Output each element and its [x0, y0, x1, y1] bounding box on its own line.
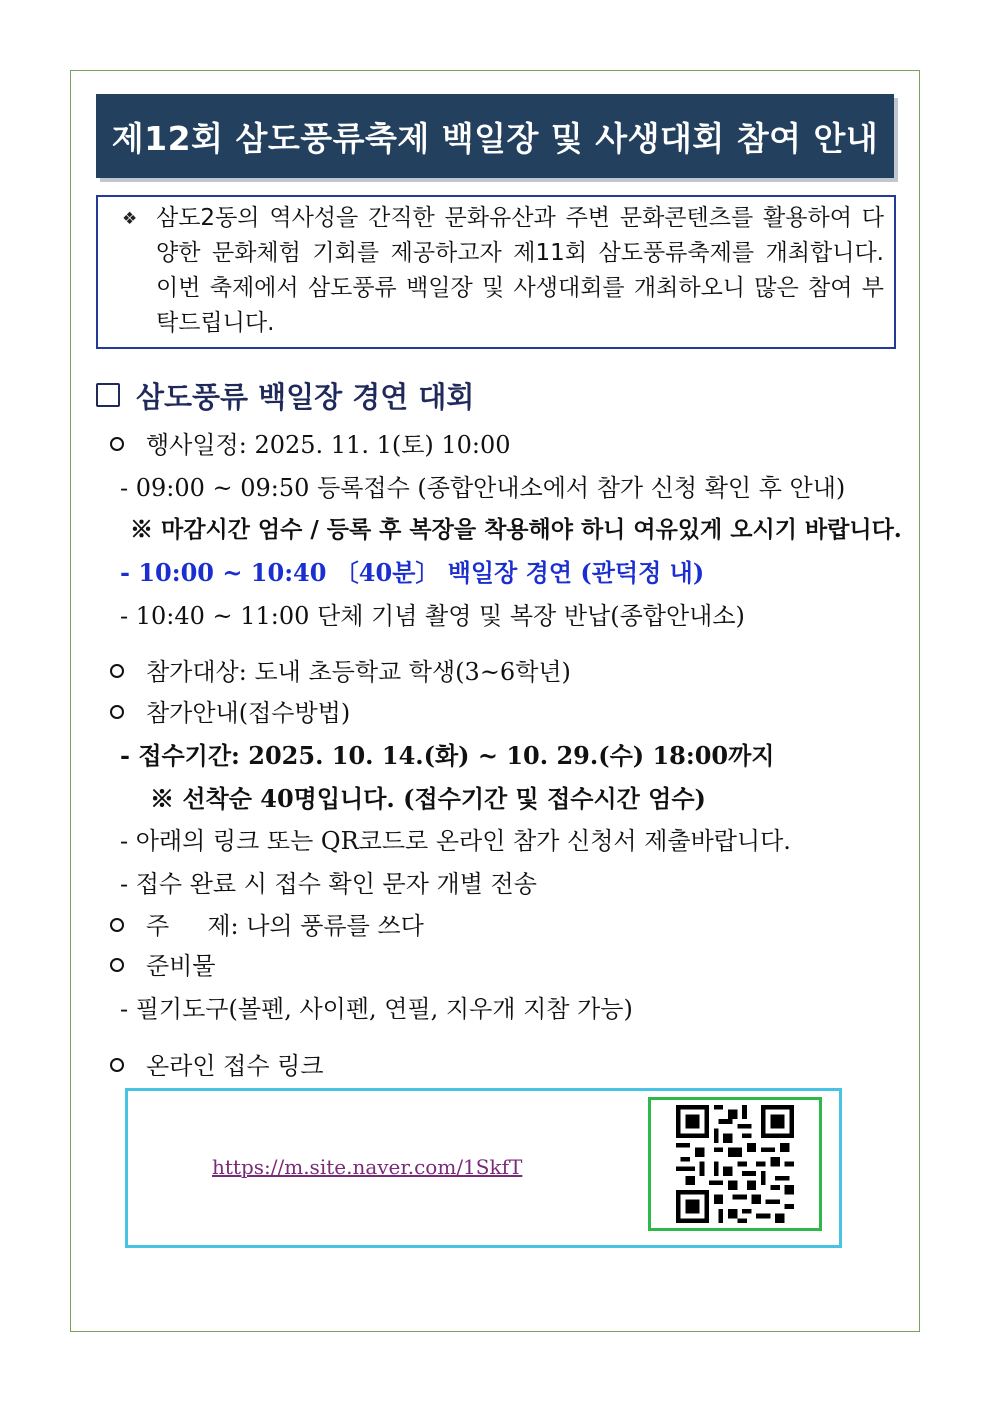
guide-line: 참가안내(접수방법)	[110, 693, 350, 728]
photo-line: - 10:40 ~ 11:00 단체 기념 촬영 및 복장 반납(종합안내소)	[120, 602, 745, 630]
qr-code-graphic	[659, 1105, 811, 1223]
circle-bullet-icon	[110, 1058, 124, 1072]
circle-bullet-icon	[110, 705, 124, 719]
circle-bullet-icon	[110, 437, 124, 451]
circle-bullet-icon	[110, 918, 124, 932]
link-note-line: - 아래의 링크 또는 QR코드로 온라인 참가 신청서 제출바랍니다.	[120, 827, 791, 855]
contest-line: - 10:00 ~ 10:40 〔40분〕 백일장 경연 (관덕정 내)	[120, 558, 705, 587]
online-line: 온라인 접수 링크	[110, 1046, 324, 1081]
page-title: 제12회 삼도풍류축제 백일장 및 사생대회 참여 안내	[111, 118, 879, 158]
period-line: - 접수기간: 2025. 10. 14.(화) ~ 10. 29.(수) 18:00까지	[120, 741, 775, 770]
section-title: 삼도풍류 백일장 경연 대회	[136, 379, 475, 414]
circle-bullet-icon	[110, 664, 124, 678]
schedule-line: 행사일정: 2025. 11. 1(토) 10:00	[110, 425, 511, 460]
checkbox-icon	[96, 383, 120, 407]
theme-line: 주 제: 나의 풍류를 쓰다	[110, 906, 424, 941]
sms-line: - 접수 완료 시 접수 확인 문자 개별 전송	[120, 870, 537, 898]
diamond-bullet-icon: ❖	[122, 209, 138, 229]
circle-bullet-icon	[110, 958, 124, 972]
intro-text: 삼도2동의 역사성을 간직한 문화유산과 주변 문화콘텐츠를 활용하여 다양한 문화체험 기회를 제공하고자 제11회 삼도풍류축제를 개최합니다. 이번 축제에서 삼도풍류 백일장 및 사생대회를 개최하오니 많은 참여 부탁드립니다.	[156, 205, 884, 336]
supplies-line: 준비물	[110, 946, 216, 981]
tools-line: - 필기도구(볼펜, 사이펜, 연필, 지우개 지참 가능)	[120, 995, 633, 1023]
first-come-line: ※ 선착순 40명입니다. (접수기간 및 접수시간 엄수)	[150, 784, 706, 813]
title-banner	[96, 94, 894, 178]
target-line: 참가대상: 도내 초등학교 학생(3~6학년)	[110, 652, 571, 687]
signup-box	[125, 1088, 842, 1248]
qr-code-icon[interactable]	[648, 1097, 822, 1231]
signup-link[interactable]: https://m.site.naver.com/1SkfT	[212, 1155, 523, 1179]
registration-line: - 09:00 ~ 09:50 등록접수 (종합안내소에서 참가 신청 확인 후 안내)	[120, 474, 846, 502]
section-heading	[96, 374, 474, 416]
notice-line: ※ 마감시간 엄수 / 등록 후 복장을 착용해야 하니 여유있게 오시기 바랍니다.	[130, 516, 902, 543]
intro-box	[96, 195, 896, 349]
